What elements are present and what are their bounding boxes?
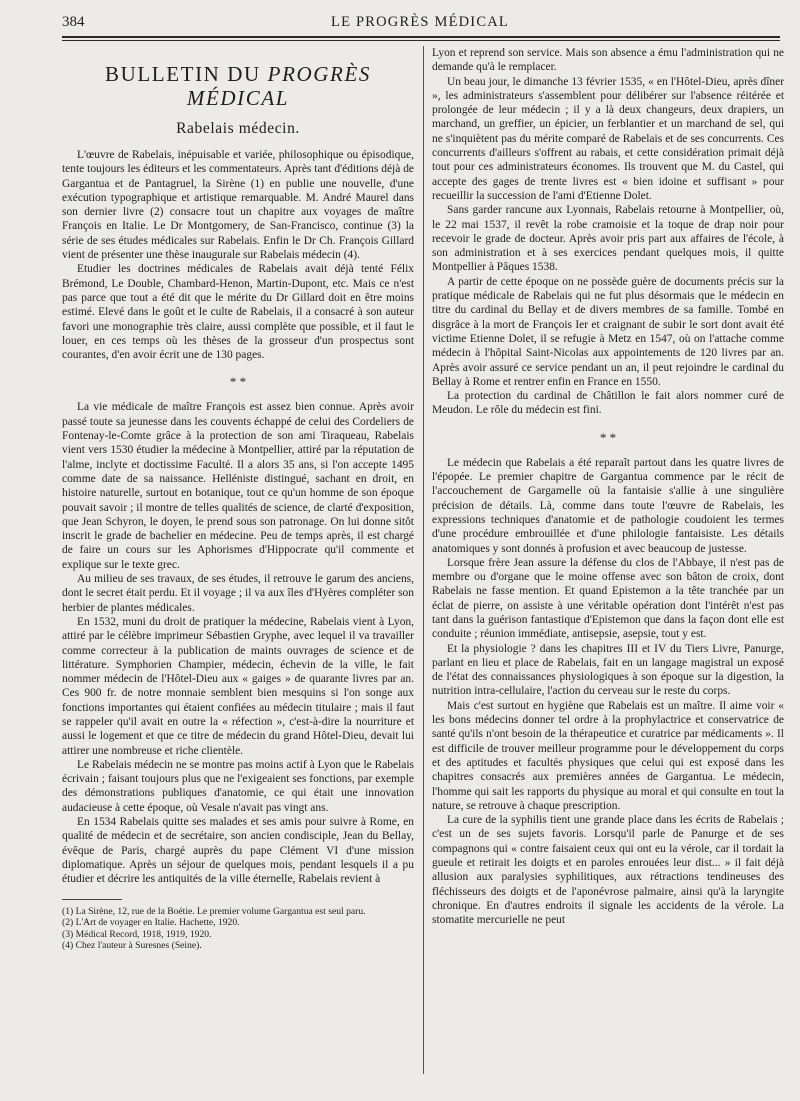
paragraph: Etudier les doctrines médicales de Rabelais avait déjà tenté Félix Brémond, Le Double, Chambard-Henon, Martin-Dupont, etc. Mais ce n'est pas parce que tout a été dit que le mérite du Dr Gillard doit en être moins estimé. Elevé dans le goût et le culte de Rabelais, il a consacré à son auteur favori une monographie très claire, aussi complète que possible, et il faut le louer, en ces temps où les thèses de la grosseur d'un prospectus sont courantes, d'en avoir écrit une de 130 pages. [62, 263, 414, 362]
footnotes-rule [62, 899, 122, 900]
footnote: (1) La Sirène, 12, rue de la Boétie. Le premier volume Gargantua est seul paru. [62, 905, 366, 917]
paragraph: Le médecin que Rabelais a été reparaît partout dans les quatre livres de l'épopée. Le premier chapitre de Gargantua commence par le récit de l'accouchement de Gargamelle où la fantaisie s'allie à une singulière précision de détails. Là, comme dans toute l'œuvre de Rabelais, les expressions techniques d'anatomie et de pathologie coudoient les termes d'une procédure embrouillée et d'une philologie fantaisiste. Les détails anatomiques y sont donnés à profusion et avec beaucoup de justesse. [432, 456, 784, 555]
paragraph: L'œuvre de Rabelais, inépuisable et variée, philosophique ou épisodique, tente toujours les éditeurs et les commentateurs. Après tant d'éditions déjà de Gargantua et de Pantagruel, la Sirène (1) en publie une nouvelle, d'une exécution typographique et artistique remarquable. M. André Maurel dans son dernier livre (2) consacre tout un chapitre aux voyages de maître François en Italie. Le Dr Montgomery, de San-Francisco, continue (3) la série de ses études médicales sur Rabelais. Enfin le Dr Ch. François Gillard vient de présenter une thèse inaugurale sur Rabelais médecin (4). [62, 149, 414, 262]
paragraph: Mais c'est surtout en hygiène que Rabelais est un maître. Il aime voir « les bons médecins donner tel ordre à la prophylactrice et conservatrice de santé qu'ils n'ont besoin de la thérapeutice et curatrice par médicaments ». Il est difficile de trouver meilleur programme pour le développement du corps et des aptitudes et facultés physiques que celui qui est exposé dans les chapitres consacrés aux premières années de Gargantua. Le médecin, l'homme qui sait les rapports du physique au moral et qui consulte en tout la nature, se retrouve à chaque prescription. [432, 699, 784, 812]
paragraph: Le Rabelais médecin ne se montre pas moins actif à Lyon que le Rabelais écrivain ; faisant toujours plus que ne l'exigeaient ses fonctions, par exemple des démonstrations publiques d'anatomie, ce qui était une innovation audacieuse à cette époque, où Vesale n'avait pas vingt ans. [62, 758, 414, 814]
column-divider [423, 46, 424, 1074]
bulletin-title-italic: PROGRÈS MÉDICAL [186, 62, 372, 110]
paragraph: Sans garder rancune aux Lyonnais, Rabelais retourne à Montpellier, où, le 22 mai 1537, il revêt la robe cramoisie et la toque de drap noir pour recevoir le grade de docteur. Après avoir pris part aux affaires de l'école, à son administration et à ses exercices pendant quelques mois, il quitte Montpellier à Pâques 1538. [432, 204, 784, 274]
header-rule-thin [62, 40, 780, 41]
left-column [62, 46, 414, 952]
page-number: 384 [62, 14, 85, 30]
bulletin-title-upright: BULLETIN DU [104, 62, 268, 86]
journal-name: LE PROGRÈS MÉDICAL [331, 14, 509, 30]
paragraph: En 1532, muni du droit de pratiquer la médecine, Rabelais vient à Lyon, attiré par le célèbre imprimeur Sébastien Gryphe, avec lequel il va travailler comme correcteur à la publication de maints ouvrages de science et de littérature. Symphorien Champier, médecin, échevin de la ville, le fait nommer médecin de l'Hôtel-Dieu aux « gaiges » de quarante livres par an. Ces 900 fr. de notre monnaie semblent bien mesquins si l'on songe aux fonctions importantes qui étaient confiées au médecin titulaire ; mais il faut se rappeler qu'il avait en outre la « réfection », c'est-à-dire la nourriture et aussi le logement et que ce titre de médecin du grand Hôtel-Dieu, devait lui attirer une nombreuse et riche clientèle. [62, 615, 414, 757]
paragraph: La cure de la syphilis tient une grande place dans les écrits de Rabelais ; c'est un de ses sujets favoris. Lorsqu'il parle de Panurge et de ses compagnons qui « contre faisaient ceux qui ont eu la vérole, car il tordait la gueule et retirait les doigts et en paroles enrouées leur dist... » il fait déjà allusion aux paralysies syphilitiques, aux rétractions tendineuses des fléchisseurs des doigts et de l'aponévrose palmaire, ainsi qu'à la laryngite chronique. En d'autres endroits il signale les accidents de la vérole. La stomatite mercurielle ne peut [432, 814, 784, 927]
section-break-asterism: * * [229, 374, 247, 390]
paragraph: En 1534 Rabelais quitte ses malades et ses amis pour suivre à Rome, en qualité de médecin et de secrétaire, son ancien condisciple, Jean du Bellay, évêque de Paris, chargé auprès du pape Clément VI d'une mission diplomatique. Après un séjour de quelques mois, pendant lesquels il a pu étudier et décrire les antiquités de la ville éternelle, Rabelais revient à [62, 816, 414, 886]
paragraph: La vie médicale de maître François est assez bien connue. Après avoir passé toute sa jeunesse dans les couvents échappé de celui des Cordeliers de Fontenay-le-Comte grâce à la protection de son ami Tiraqueau, Rabelais vient vers 1530 étudier la médecine à Montpellier, attiré par la réputation de l'alme, inclyte et doctissime Faculté. Il a alors 35 ans, si l'on accepte 1495 comme date de sa naissance. Helléniste distingué, sachant en droit, en histoire naturelle, surtout en botanique, tout ce qu'un homme de son époque pouvait savoir ; il montre de telles qualités de science, de clarté d'exposition, que Jean Schyron, le doyen, le prend sous son patronage. On lui donne sitôt inscrit le grade de bachelier en médecine. Peu de temps après, il est chargé de faire un cours sur les Aphorismes d'Hippocrate qu'il commente et explique sur le texte grec. [62, 401, 414, 571]
paragraph: Lorsque frère Jean assure la défense du clos de l'Abbaye, il n'est pas de membre ou d'organe que le moine offense avec son bâton de croix, dont Rabelais ne fasse mention. Et quand Epistemon a la tête tranchée par un éclat de pierre, on assiste à une véritable opération dont l'intérêt n'est pas tant dans la guérison fantastique d'Epistemon que dans la façon dont elle est conduite ; réunion immédiate, antisepsie, asepsie, tout y est. [432, 556, 784, 641]
paragraph: La protection du cardinal de Châtillon le fait alors nommer curé de Meudon. Le rôle du médecin est fini. [432, 390, 784, 417]
running-head [62, 10, 778, 32]
article-title: Rabelais médecin. [176, 120, 300, 137]
footnote: (4) Chez l'auteur à Suresnes (Seine). [62, 940, 202, 952]
bulletin-title [62, 62, 414, 110]
paragraph: Au milieu de ses travaux, de ses études, il retrouve le garum des anciens, dont le secret était perdu. Et il voyage ; il va aux îles d'Hyères compléter son herbier de plantes médicales. [62, 573, 414, 614]
paragraph: A partir de cette époque on ne possède guère de documents précis sur la pratique médicale de Rabelais qui ne fut plus désormais que le médecin en titre du cardinal du Bellay et de divers membres de sa famille. Tombé en disgrâce à la mort de François Ier et craignant de subir le sort dont avait été victime Etienne Dolet, il se refugie à Metz en 1547, où on l'attache comme médecin à l'hôpital Saint-Nicolas aux appointements de 120 livres par an. Après avoir assuré ce service pendant un an, il peut rejoindre le cardinal du Bellay à Rome et rentrer enfin en France en 1550. [432, 275, 784, 388]
paragraph: Un beau jour, le dimanche 13 février 1535, « en l'Hôtel-Dieu, après dîner », les administrateurs s'assemblent pour délibérer sur l'absence réitérée et prolongée de leur médecin ; il y a là deux changeurs, deux drapiers, un marchand, un greffier, un épicier, un ferblantier et un marchand de sel, qui ne s'inquiètent pas du mérite comparé de Rabelais et de ses concurrents. Ces concurrents d'ailleurs s'offrent au rabais, et cette considération primait déjà tout pour ces administrateurs économes. Ils trouvent que M. du Castel, qui accepte des gages de trente livres est « bien idoine et suffisant » pour recueillir la succession de l'ami d'Etienne Dolet. [432, 75, 784, 202]
header-rule [62, 36, 780, 38]
footnote: (3) Médical Record, 1918, 1919, 1920. [62, 928, 212, 940]
paragraph: Lyon et reprend son service. Mais son absence a ému l'administration qui ne demande qu'à le remplacer. [432, 47, 784, 74]
footnote: (2) L'Art de voyager en Italie. Hachette, 1920. [62, 917, 240, 929]
paragraph: Et la physiologie ? dans les chapitres III et IV du Tiers Livre, Panurge, parlant en lieu et place de Rabelais, fait en un langage magistral un exposé de l'état des connaissances physiologiques à son époque sur la digestion, la nutrition intra-cellulaire, l'action du cerveau sur le reste du corps. [432, 642, 784, 698]
right-column [432, 46, 784, 928]
section-break-asterism: * * [599, 429, 617, 445]
